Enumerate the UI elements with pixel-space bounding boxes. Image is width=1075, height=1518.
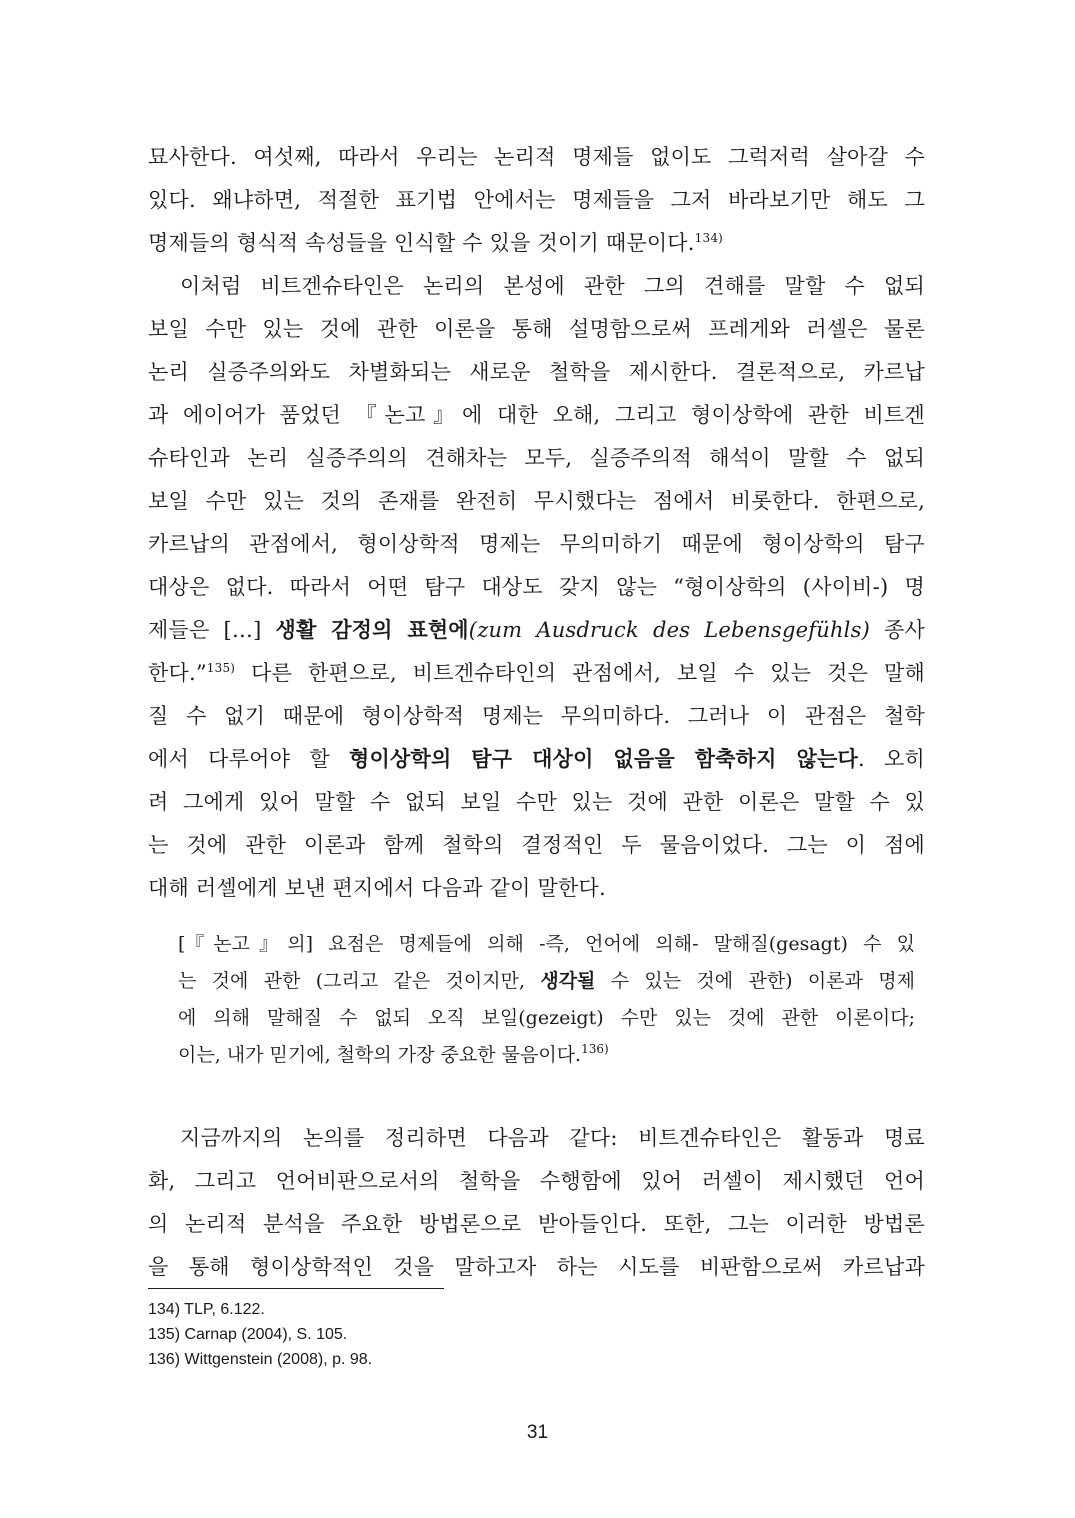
body-line: 명제들의 형식적 속성들을 인식할 수 있을 것이기 때문이다.$^{134)}$ [148, 231, 724, 255]
body-line: 카르납의 관점에서, 형이상학적 명제는 무의미하기 때문에 형이상학의 탐구 [148, 532, 925, 556]
body-line: 질 수 없기 때문에 형이상학적 명제는 무의미하다. 그러나 이 관점은 철학 [148, 704, 925, 728]
footnote: 135) Carnap (2004), S. 105. [148, 1326, 348, 1343]
body-line: 대해 러셀에게 보낸 편지에서 다음과 같이 말한다. [148, 876, 606, 900]
body-line: 지금까지의 논의를 정리하면 다음과 같다: 비트겐슈타인은 활동과 명료 [180, 1126, 925, 1150]
body-line: 보일 수만 있는 것에 관한 이론을 통해 설명함으로써 프레게와 러셀은 물론 [148, 317, 925, 341]
body-line: 묘사한다. 여섯째, 따라서 우리는 논리적 명제들 없이도 그럭저럭 살아갈 수 [148, 145, 925, 169]
bold-phrase: 형이상학의 탐구 대상이 없음을 함축하지 않는다 [349, 746, 858, 771]
body-line: 의 논리적 분석을 주요한 방법론으로 받아들인다. 또한, 그는 이러한 방법론 [148, 1212, 925, 1236]
body-line: 화, 그리고 언어비판으로서의 철학을 수행함에 있어 러셀이 제시했던 언어 [148, 1169, 925, 1193]
body-line: 슈타인과 논리 실증주의의 견해차는 모두, 실증주의적 해석이 말할 수 없되 [148, 446, 925, 470]
body-line: 을 통해 형이상학적인 것을 말하고자 하는 시도를 비판함으로써 카르납과 [148, 1255, 925, 1279]
body-line: 보일 수만 있는 것의 존재를 완전히 무시했다는 점에서 비롯한다. 한편으로, [148, 489, 925, 513]
body-line: 과 에이어가 품었던 『논고』에 대한 오해, 그리고 형이상학에 관한 비트겐 [148, 403, 925, 427]
quote-line: 이는, 내가 믿기에, 철학의 가장 중요한 물음이다.$^{136)}$ [178, 1042, 609, 1066]
italic-phrase: (zum Ausdruck des Lebensgefühls) [468, 618, 870, 642]
footnote: 136) Wittgenstein (2008), p. 98. [148, 1351, 373, 1368]
body-line: 제들은 […] 생활 감정의 표현에(zum Ausdruck des Lebensgefühls) 종사 [148, 617, 925, 642]
body-line: 이처럼 비트겐슈타인은 논리의 본성에 관한 그의 견해를 말할 수 없되 [180, 274, 925, 298]
footnote-ref: 134) [694, 231, 724, 245]
bold-phrase: 생각될 [540, 970, 596, 992]
body-line: 에서 다루어야 할 형이상학의 탐구 대상이 없음을 함축하지 않는다. 오히 [148, 746, 925, 771]
page-number: 31 [526, 1422, 549, 1443]
body-line: 는 것에 관한 이론과 함께 철학의 결정적인 두 물음이었다. 그는 이 점에 [148, 833, 925, 857]
footnote-divider [148, 1288, 444, 1289]
body-line: 한다.”$^{135)}$ 다른 한편으로, 비트겐슈타인의 관점에서, 보일 수 있는 것은 말해 [148, 661, 925, 685]
bold-phrase: 생활 감정의 표현에 [275, 617, 469, 642]
footnote-ref: 136) [581, 1042, 609, 1056]
quote-line: 는 것에 관한 (그리고 같은 것이지만, 생각될 수 있는 것에 관한) 이론과 명제 [178, 970, 915, 992]
quote-line: 에 의해 말해질 수 없되 오직 보일(gezeigt) 수만 있는 것에 관한 이론이다; [178, 1007, 915, 1029]
body-line: 려 그에게 있어 말할 수 없되 보일 수만 있는 것에 관한 이론은 말할 수 있 [148, 790, 925, 814]
footnote: 134) TLP, 6.122. [148, 1301, 265, 1318]
body-line: 대상은 없다. 따라서 어떤 탐구 대상도 갖지 않는 “형이상학의 (사이비-) 명 [148, 575, 925, 599]
body-line: 있다. 왜냐하면, 적절한 표기법 안에서는 명제들을 그저 바라보기만 해도 그 [148, 188, 925, 212]
footnote-ref: 135) [206, 661, 236, 675]
body-line: 논리 실증주의와도 차별화되는 새로운 철학을 제시한다. 결론적으로, 카르납 [148, 360, 925, 384]
quote-line: [『논고』의] 요점은 명제들에 의해 -즉, 언어에 의해- 말해질(gesagt) 수 있 [178, 933, 915, 955]
